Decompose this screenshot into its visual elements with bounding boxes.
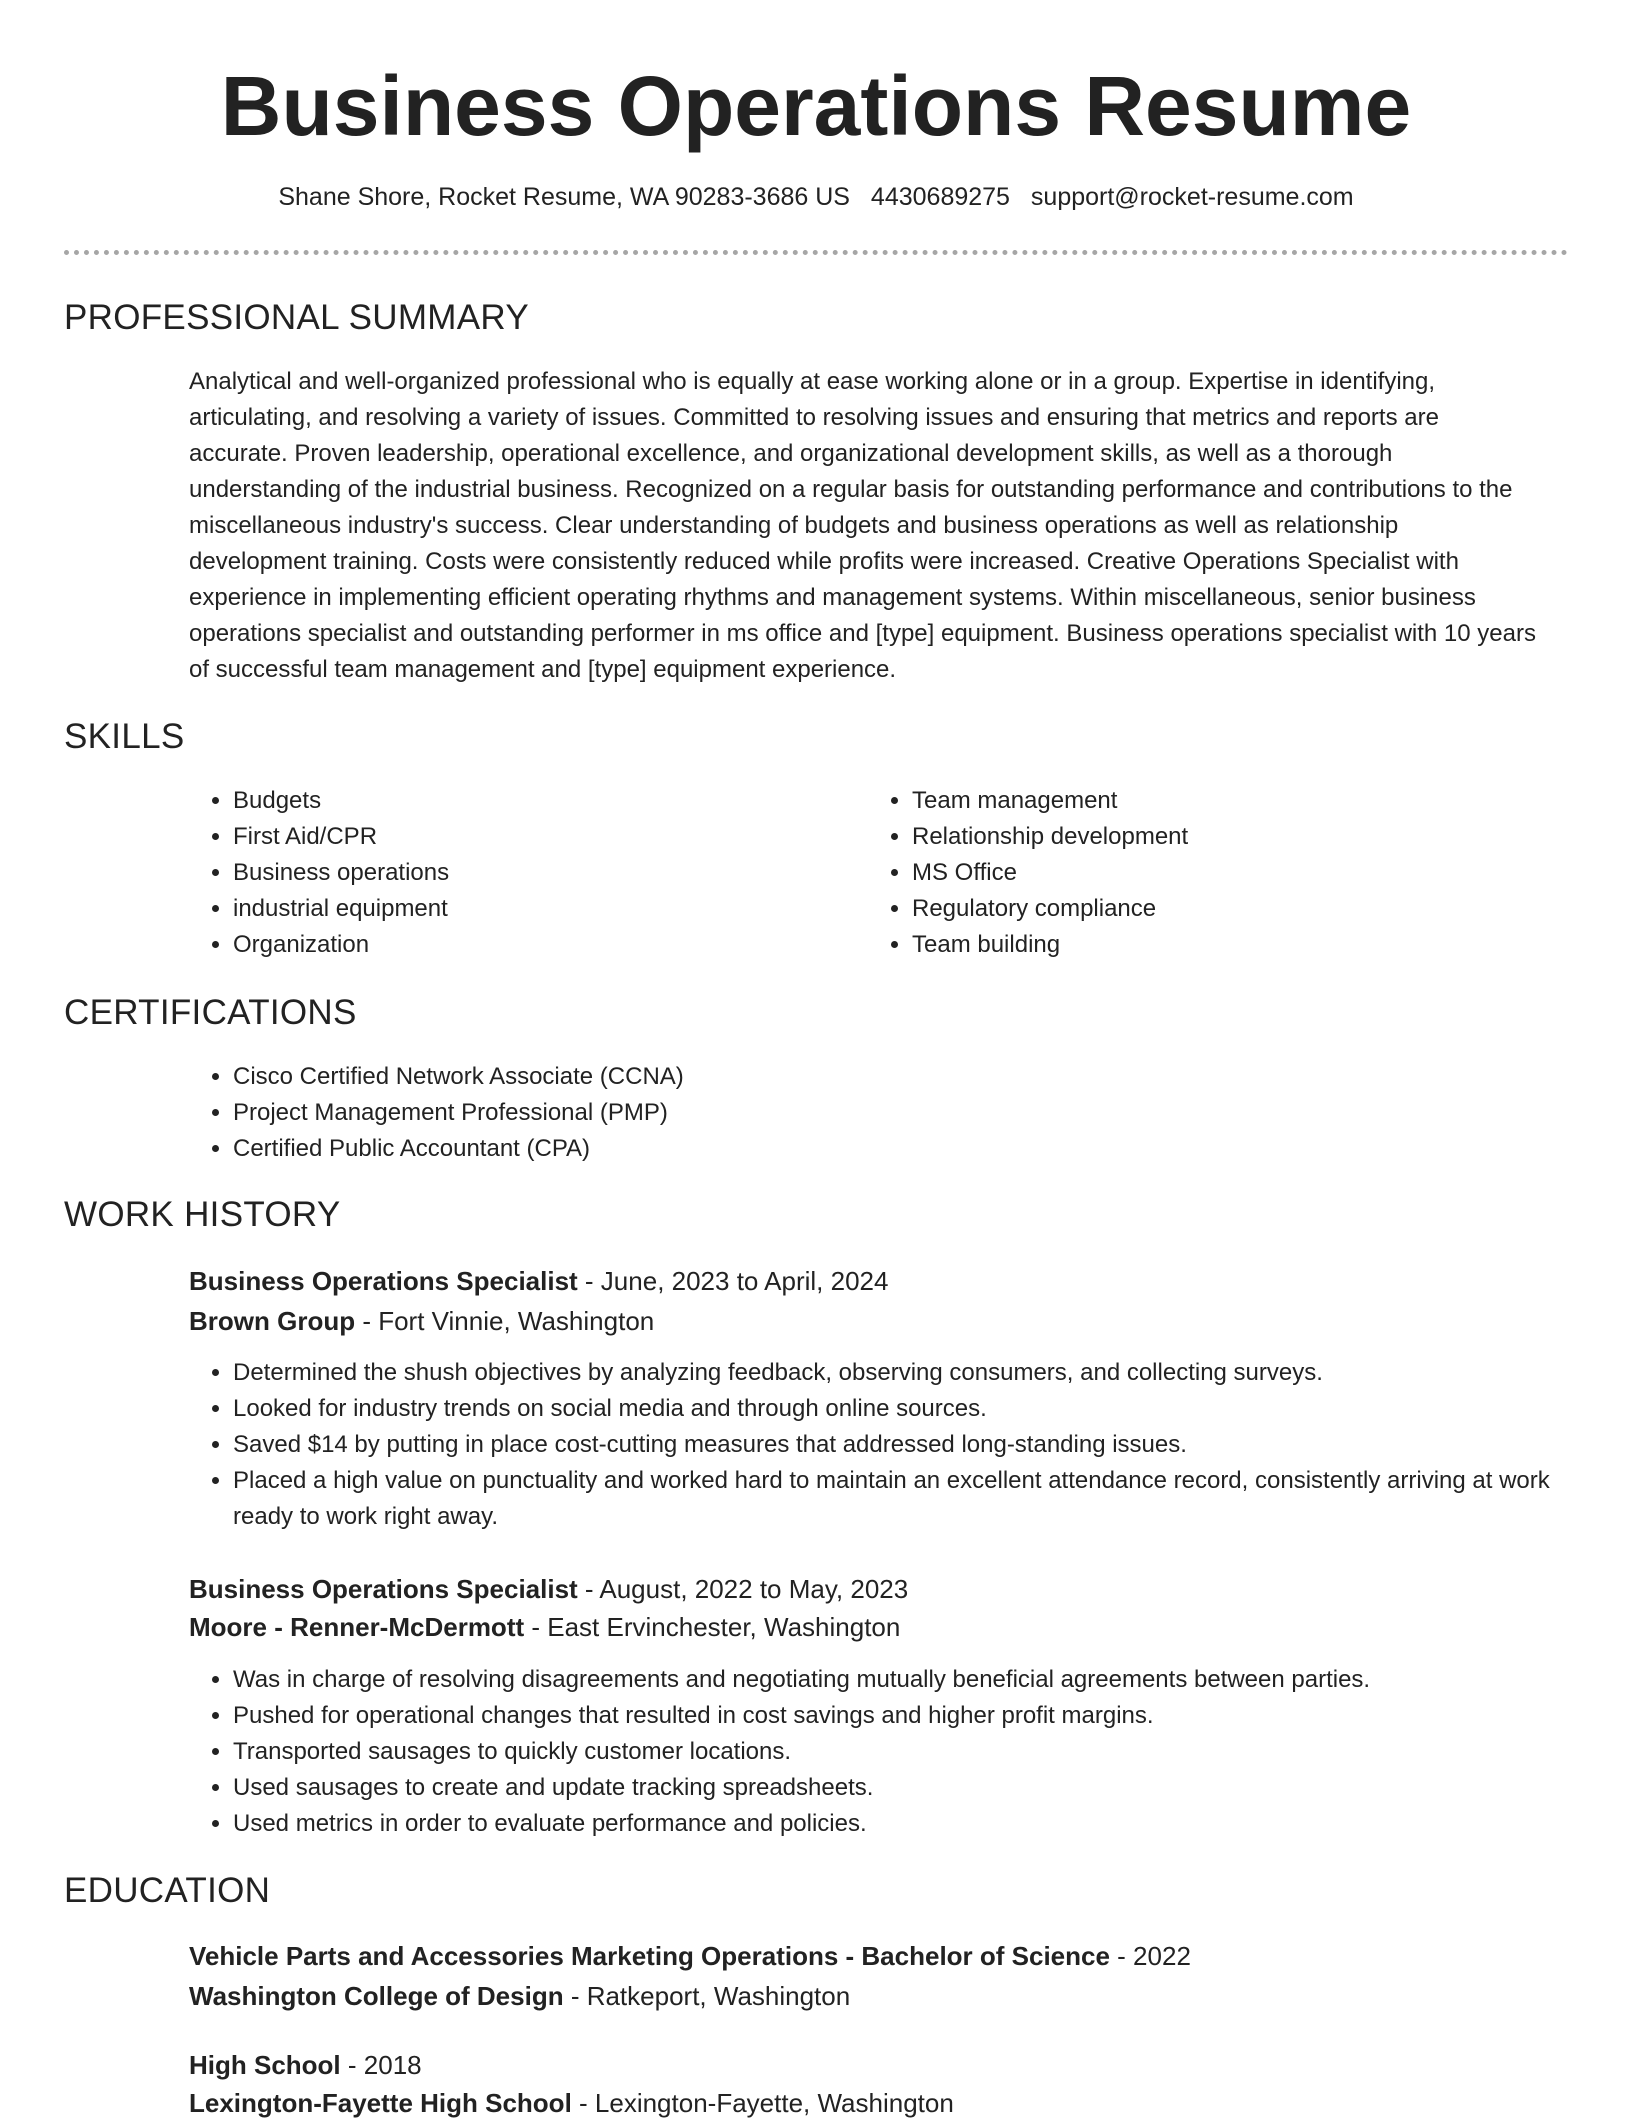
skills-list-left — [189, 783, 793, 963]
job-bullet: • Transported sausages to quickly customer locations. — [233, 1734, 1583, 1770]
skill-item: • Relationship development — [912, 819, 1552, 855]
job-location: - Fort Vinnie, Washington — [355, 1306, 655, 1336]
skill-item: • Budgets — [233, 783, 793, 819]
job-2-company-line — [189, 1608, 900, 1646]
job-dates: - August, 2022 to May, 2023 — [577, 1574, 909, 1604]
contact-phone: 4430689275 — [870, 183, 1010, 211]
job-bullet: • Used metrics in order to evaluate performance and policies. — [233, 1806, 1583, 1842]
job-bullet: • Determined the shush objectives by analyzing feedback, observing consumers, and collecting surveys. — [233, 1355, 1583, 1391]
education-location: - Lexington-Fayette, Washington — [571, 2088, 954, 2118]
job-2-bullets — [189, 1662, 1583, 1842]
skill-item: • Regulatory compliance — [912, 891, 1552, 927]
certification-item: • Cisco Certified Network Associate (CCNA) — [233, 1059, 1533, 1095]
header-divider — [64, 250, 1568, 255]
skill-item: • Team management — [912, 783, 1552, 819]
certification-item: • Certified Public Accountant (CPA) — [233, 1131, 1533, 1167]
job-bullet: • Placed a high value on punctuality and worked hard to maintain an excellent attendance record, consistently arriving at work ready to work right away. — [233, 1463, 1583, 1535]
job-2-title-line — [189, 1570, 908, 1608]
skill-item: • industrial equipment — [233, 891, 793, 927]
job-title: Business Operations Specialist — [189, 1266, 578, 1296]
job-company: Brown Group — [189, 1306, 356, 1336]
job-bullet: • Saved $14 by putting in place cost-cutting measures that addressed long-standing issues. — [233, 1427, 1583, 1463]
certification-item: • Project Management Professional (PMP) — [233, 1095, 1533, 1131]
education-1-degree-line — [189, 1937, 1191, 1975]
job-title: Business Operations Specialist — [189, 1574, 578, 1604]
education-school: Washington College of Design — [189, 1981, 564, 2011]
education-degree: High School — [189, 2050, 341, 2080]
summary-text: Analytical and well-organized professional who is equally at ease working alone or in a group. Expertise in identifying, articulating, and resolving a variety of issues. Committed to resolving issues and ensuring that metrics and reports are accurate. Proven leadership, operational excellence, and organizational development skills, as well as a thorough understanding of the industrial business. Recognized on a regular basis for outstanding performance and contributions to the miscellaneous industry's success. Clear understanding of budgets and business operations as well as relationship development training. Costs were consistently reduced while profits were increased. Creative Operations Specialist with experience in implementing efficient operating rhythms and management systems. Within miscellaneous, senior business operations specialist and outstanding performer in ms office and [type] equipment. Business operations specialist with 10 years of successful team management and [type] equipment experience. — [189, 368, 1536, 683]
certifications-list — [189, 1059, 1533, 1167]
skills-list-right — [868, 783, 1552, 963]
skills-heading: SKILLS — [64, 717, 185, 756]
education-school: Lexington-Fayette High School — [189, 2088, 572, 2118]
skill-item: • Team building — [912, 927, 1552, 963]
contact-address: Shane Shore, Rocket Resume, WA 90283-3686 US — [278, 183, 850, 211]
job-1-company-line — [189, 1302, 654, 1340]
education-heading: EDUCATION — [64, 1871, 271, 1910]
education-2-degree-line — [189, 2046, 422, 2084]
resume-title: Business Operations Resume — [220, 59, 1412, 153]
summary-heading: PROFESSIONAL SUMMARY — [64, 298, 529, 337]
education-year: - 2018 — [340, 2050, 422, 2080]
education-1-school-line — [189, 1977, 850, 2015]
job-1-bullets — [189, 1355, 1583, 1535]
job-bullet: • Was in charge of resolving disagreements and negotiating mutually beneficial agreements between parties. — [233, 1662, 1583, 1698]
job-dates: - June, 2023 to April, 2024 — [577, 1266, 889, 1296]
education-degree: Vehicle Parts and Accessories Marketing Operations - Bachelor of Science — [189, 1941, 1110, 1971]
job-location: - East Ervinchester, Washington — [524, 1612, 901, 1642]
skill-item: • Business operations — [233, 855, 793, 891]
contact-email: support@rocket-resume.com — [1030, 183, 1354, 211]
work-history-heading: WORK HISTORY — [64, 1195, 341, 1234]
job-bullet: • Looked for industry trends on social media and through online sources. — [233, 1391, 1583, 1427]
contact-line — [0, 180, 1632, 214]
job-bullet: • Used sausages to create and update tracking spreadsheets. — [233, 1770, 1583, 1806]
education-year: - 2022 — [1109, 1941, 1191, 1971]
job-1-title-line — [189, 1262, 888, 1300]
education-location: - Ratkeport, Washington — [563, 1981, 851, 2011]
skill-item: • First Aid/CPR — [233, 819, 793, 855]
skill-item: • MS Office — [912, 855, 1552, 891]
job-bullet: • Pushed for operational changes that resulted in cost savings and higher profit margins. — [233, 1698, 1583, 1734]
job-company: Moore - Renner-McDermott — [189, 1612, 525, 1642]
certifications-heading: CERTIFICATIONS — [64, 993, 357, 1032]
skill-item: • Organization — [233, 927, 793, 963]
education-2-school-line — [189, 2084, 954, 2122]
